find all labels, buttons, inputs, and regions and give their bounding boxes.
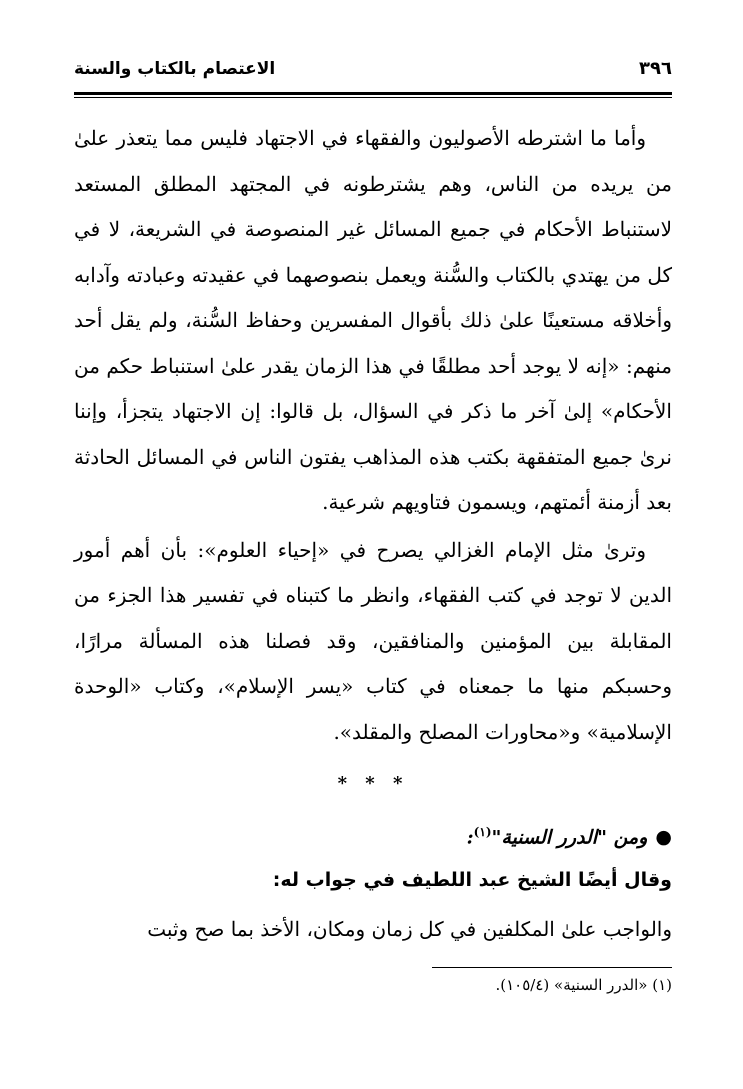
paragraph-2: وترىٰ مثل الإمام الغزالي يصرح في «إحياء العلوم»: بأن أهم أمور الدين لا توجد في كتب الفقهاء، وانظر ما كتبناه في تفسير هذا الجزء من المقابلة بين المؤمنين والمنافقين، وقد فصلنا هذه المسألة مرارًا، وحسبكم منها ما جمعناه في كتاب «يسر الإسلام»، وكتاب «الوحدة الإسلامية» و«محاورات المصلح والمقلد». [74,537,673,744]
header-rule-thin [74,97,672,98]
footnote-reference[interactable]: (١) [473,825,492,839]
bullet-icon: ● [655,826,672,849]
paragraph-3: والواجب علىٰ المكلفين في كل زمان ومكان، الأخذ بما صح وثبت [147,917,672,941]
footnote-1: (١) «الدرر السنية» (١٠٥/٤). [495,975,672,994]
section-separator: * * * [337,773,409,794]
source-heading [74,811,672,853]
page-body [74,116,672,998]
page-header [74,58,672,90]
page-number: ٣٩٦ [639,58,672,79]
footnote-divider [432,967,672,968]
paragraph-1: وأما ما اشترطه الأصوليون والفقهاء في الاجتهاد فليس مما يتعذر علىٰ من يريده من الناس، وهم يشترطونه في المجتهد المطلق المستعد لاستنباط الأحكام في جميع المسائل غير المنصوصة في الشريعة، لا في كل من يهتدي بالكتاب والسُّنة ويعمل بنصوصهما في عقيدته وعبادته وآدابه وأخلاقه مستعينًا علىٰ ذلك بأقوال المفسرين وحفاظ السُّنة، ولم يقل أحد منهم: «إنه لا يوجد أحد مطلقًا في هذا الزمان يقدر علىٰ استنباط حكم من الأحكام» إلىٰ آخر ما ذكر في السؤال، بل قالوا: إن الاجتهاد يتجزأ، وإننا نرىٰ جميع المتفقهة بكتب هذه المذاهب يفتون الناس في المسائل الحادثة بعد أزمنة أئمتهم، ويسمون فتاويهم شرعية. [74,126,672,514]
sub-heading: وقال أيضًا الشيخ عبد اللطيف في جواب له: [272,869,672,891]
header-rule-thick [74,92,672,95]
source-title: ومن "الدرر السنية" [491,826,648,849]
book-page [74,58,672,998]
running-title: الاعتصام بالكتاب والسنة [74,59,276,79]
source-colon: : [466,826,474,849]
